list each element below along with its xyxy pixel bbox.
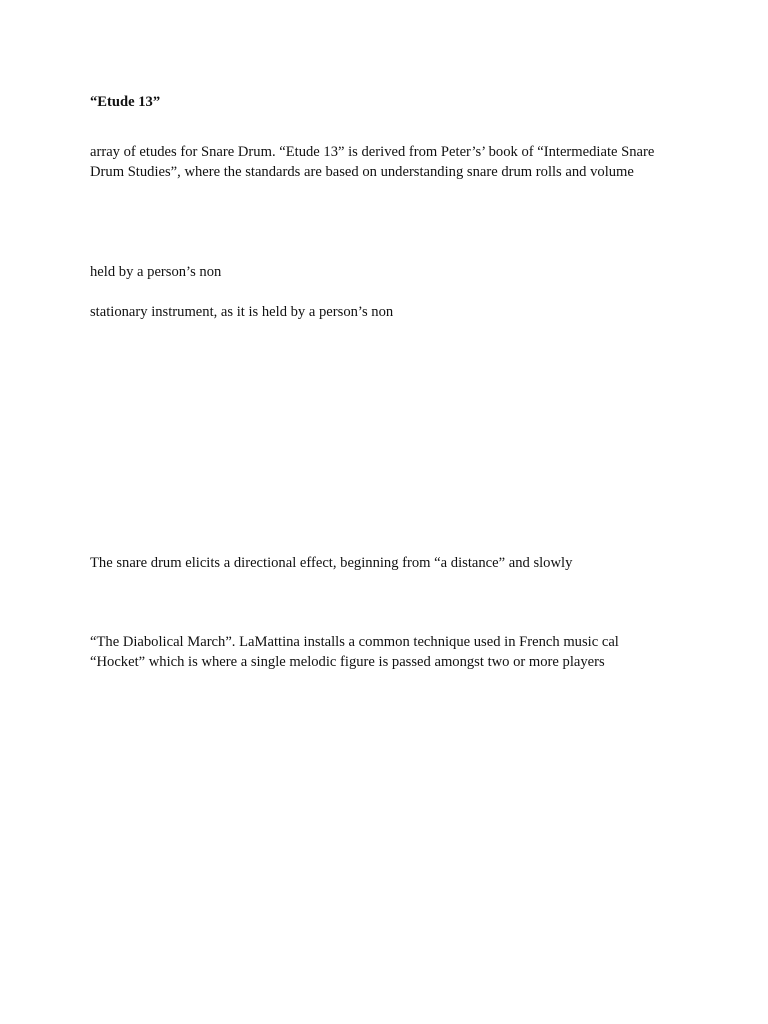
paragraph-4-line-1: The snare drum elicits a directional effect, beginning from “a distance” and slowly xyxy=(90,555,573,571)
document-title: “Etude 13” xyxy=(90,94,161,110)
paragraph-1-line-1: array of etudes for Snare Drum. “Etude 13” is derived from Peter’s’ book of “Intermediate Snare xyxy=(90,144,655,160)
paragraph-5-line-2: “Hocket” which is where a single melodic figure is passed amongst two or more players xyxy=(90,654,605,670)
paragraph-5-line-1: “The Diabolical March”. LaMattina installs a common technique used in French music cal xyxy=(90,634,619,650)
paragraph-1-line-2: Drum Studies”, where the standards are based on understanding snare drum rolls and volume xyxy=(90,164,634,180)
paragraph-2-line-1: held by a person’s non xyxy=(90,264,222,280)
paragraph-3-line-1: stationary instrument, as it is held by a person’s non xyxy=(90,304,394,320)
